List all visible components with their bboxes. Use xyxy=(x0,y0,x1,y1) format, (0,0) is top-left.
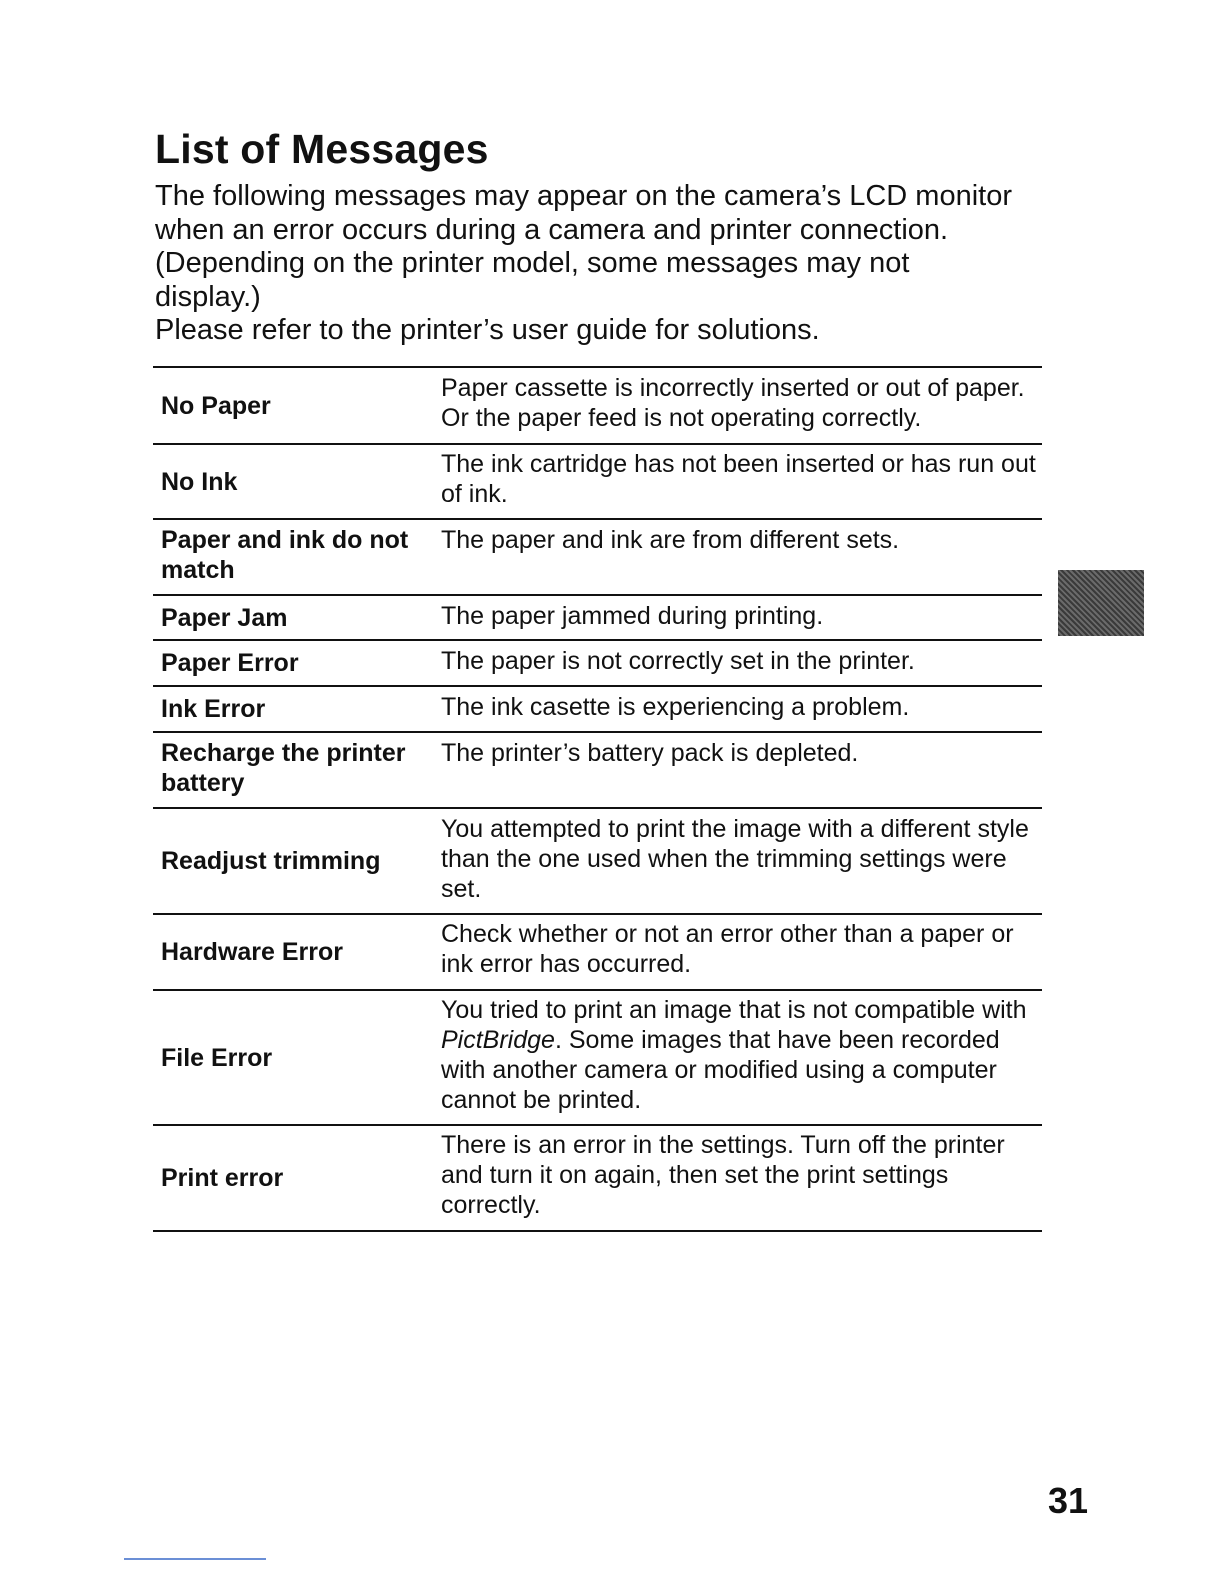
table-row xyxy=(153,1126,1042,1232)
table-row xyxy=(153,520,1042,596)
intro-line: when an error occurs during a camera and printer connection. xyxy=(155,213,949,246)
description-text: . Some images that have been recorded with another camera or modified using a computer cannot be printed. xyxy=(441,1026,1000,1114)
table-row xyxy=(153,915,1042,991)
message-name: No Ink xyxy=(161,467,238,496)
table-row xyxy=(153,809,1042,915)
message-description: You attempted to print the image with a different style than the one used when the trimming settings were set. xyxy=(441,815,1029,903)
message-description: There is an error in the settings. Turn off the printer and turn it on again, then set the print settings correctly. xyxy=(441,1131,1005,1219)
table-row xyxy=(153,687,1042,733)
message-description: The paper jammed during printing. xyxy=(441,602,824,630)
message-name: Paper Error xyxy=(161,649,299,677)
message-description: The paper is not correctly set in the printer. xyxy=(441,647,915,675)
intro-line: The following messages may appear on the camera’s LCD monitor xyxy=(155,180,1012,212)
message-name: Print error xyxy=(161,1164,284,1192)
description-text: You tried to print an image that is not compatible with xyxy=(441,996,1027,1024)
table-row xyxy=(153,445,1042,520)
message-description: Check whether or not an error other than a paper or ink error has occurred. xyxy=(441,920,1014,978)
message-name: Paper and ink do not match xyxy=(161,526,409,584)
intro-text xyxy=(155,180,1055,348)
message-name: Paper Jam xyxy=(161,603,288,632)
message-name: File Error xyxy=(161,1043,273,1072)
messages-table xyxy=(153,366,1042,1232)
message-name: Ink Error xyxy=(161,695,266,723)
message-description: Paper cassette is incorrectly inserted or out of paper. Or the paper feed is not operating correctly. xyxy=(441,374,1025,432)
intro-line: display.) xyxy=(155,280,261,313)
footer-rule xyxy=(124,1558,266,1560)
table-row xyxy=(153,368,1042,445)
message-description: The ink cartridge has not been inserted or has run out of ink. xyxy=(441,450,1036,508)
intro-line: (Depending on the printer model, some messages may not xyxy=(155,247,910,279)
pictbridge-term: PictBridge xyxy=(441,1026,555,1054)
message-name: Recharge the printer battery xyxy=(161,739,406,797)
message-name: Hardware Error xyxy=(161,938,344,966)
message-name: Readjust trimming xyxy=(161,847,381,875)
page-number: 31 xyxy=(1048,1480,1089,1521)
message-description xyxy=(441,991,1042,1124)
page-title: List of Messages xyxy=(155,126,489,172)
message-description: The printer’s battery pack is depleted. xyxy=(441,739,859,767)
table-row xyxy=(153,991,1042,1126)
message-description: The ink casette is experiencing a problem. xyxy=(441,693,910,721)
table-row xyxy=(153,733,1042,809)
section-tab-marker xyxy=(1058,570,1144,636)
table-row xyxy=(153,641,1042,687)
table-row xyxy=(153,596,1042,641)
intro-line: Please refer to the printer’s user guide for solutions. xyxy=(155,314,820,346)
message-name: No Paper xyxy=(161,391,271,420)
message-description: The paper and ink are from different sets. xyxy=(441,526,900,554)
